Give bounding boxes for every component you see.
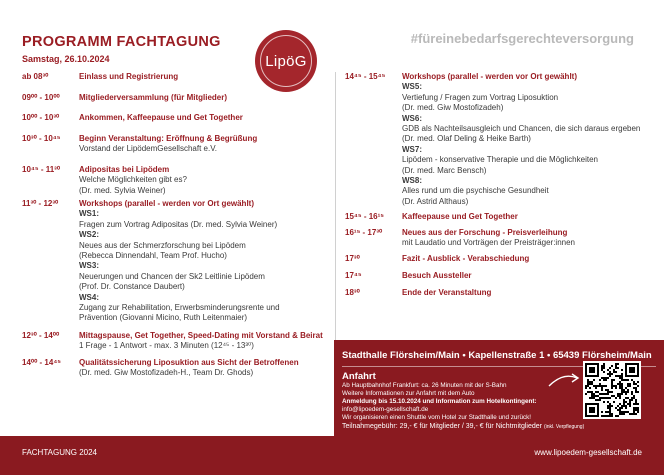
arrow-right-icon [547, 370, 583, 390]
entry-heading: Ende der Veranstaltung [402, 288, 492, 297]
footer-website-link[interactable]: www.lipoedem-gesellschaft.de [534, 448, 642, 457]
workshop-label: WS6: [402, 113, 422, 123]
entry-heading: Mittagspause, Get Together, Speed-Dating mit Vorstand & Beirat [79, 331, 323, 340]
entry-time: 14⁰⁰ - 14⁴⁵ [22, 358, 62, 367]
entry-heading: Besuch Aussteller [402, 271, 472, 280]
entry-detail: (Dr. Astrid Althaus) [402, 196, 469, 206]
entry-time: 15⁴⁵ - 16¹⁵ [345, 212, 385, 221]
venue-line[interactable]: Weitere Informationen zur Anfahrt mit dem Auto [342, 390, 475, 397]
entry-time: 17⁴⁵ [345, 271, 362, 280]
entry-time: 09⁰⁰ - 10⁰⁰ [22, 93, 60, 102]
entry-detail: mit Laudatio und Vorträgen der Preisträger:innen [402, 238, 575, 248]
entry-heading: Workshops (parallel - werden vor Ort gewählt) [402, 72, 577, 81]
entry-detail: (Dr. med. Olaf Deling & Heike Barth) [402, 134, 531, 144]
entry-heading: Kaffeepause und Get Together [402, 212, 518, 221]
entry-heading: Adipositas bei Lipödem [79, 165, 170, 174]
logo [255, 30, 317, 92]
entry-heading: Einlass und Registrierung [79, 72, 179, 81]
entry-heading: Beginn Veranstaltung: Eröffnung & Begrüßung [79, 134, 258, 143]
page-title: PROGRAMM FACHTAGUNG [22, 34, 221, 50]
fee-text: Teilnahmegebühr: 29,- € für Mitglieder / 39,- € für Nichtmitglieder [342, 423, 542, 430]
entry-time: 10⁰⁰ - 10³⁰ [22, 113, 60, 122]
entry-detail: (Dr. med. Sylvia Weiner) [79, 185, 166, 195]
entry-detail: Lipödem - konservative Therapie und die Möglichkeiten [402, 155, 598, 165]
fee-note: (inkl. Verpflegung) [543, 424, 585, 430]
entry-time: 16¹⁵ - 17³⁰ [345, 228, 383, 237]
entry-time: 11³⁰ - 12³⁰ [22, 199, 59, 208]
entry-detail: 1 Frage - 1 Antwort - max. 3 Minuten (12⁴⁵ - 13³⁰) [79, 341, 254, 351]
workshop-label: WS1: [79, 209, 99, 219]
workshop-label: WS5: [402, 82, 422, 92]
entry-heading: Qualitätssicherung Liposuktion aus Sicht der Betroffenen [79, 358, 299, 367]
entry-detail: (Prof. Dr. Constance Daubert) [79, 282, 185, 292]
workshop-label: WS8: [402, 176, 422, 186]
logo-text: LipöG [265, 52, 307, 70]
entry-heading: Workshops (parallel - werden vor Ort gewählt) [79, 199, 254, 208]
workshop-label: WS2: [79, 230, 99, 240]
email-link[interactable]: info@lipoedem-gesellschaft.de [342, 406, 429, 413]
venue-box [334, 340, 664, 436]
entry-time: ab 08³⁰ [22, 72, 49, 81]
qr-code[interactable] [583, 361, 641, 419]
entry-time: 10³⁰ - 10⁴⁵ [22, 134, 61, 143]
entry-detail: Vorstand der LipödemGesellschaft e.V. [79, 144, 218, 154]
hashtag: #füreinebedarfsgerechteversorgung [410, 31, 634, 46]
entry-heading: Neues aus der Forschung - Preisverleihung [402, 228, 568, 237]
entry-detail: Vertiefung / Fragen zum Vortrag Liposuktion [402, 92, 559, 102]
entry-detail: (Dr. med. Giw Mostofizadeh) [402, 103, 504, 113]
entry-detail: GDB als Nachteilsausgleich und Chancen, die sich daraus ergeben [402, 124, 641, 134]
entry-detail: Alles rund um die psychische Gesundheit [402, 186, 549, 196]
footer [0, 436, 664, 475]
workshop-label: WS7: [402, 144, 422, 154]
venue-line: Wir organisieren einen Shuttle vom Hotel zur Stadthalle und zurück! [342, 414, 532, 421]
workshop-label: WS4: [79, 292, 99, 302]
venue-address: Stadthalle Flörsheim/Main • Kapellenstraße 1 • 65439 Flörsheim/Main [342, 350, 652, 361]
column-divider [335, 72, 336, 340]
entry-detail: Welche Möglichkeiten gibt es? [79, 175, 187, 185]
entry-detail: (Dr. med. Marc Bensch) [402, 165, 487, 175]
entry-time: 18³⁰ [345, 288, 360, 297]
entry-time: 14⁴⁵ - 15⁴⁵ [345, 72, 386, 81]
qr-code-icon [585, 363, 639, 417]
workshop-label: WS3: [79, 261, 99, 271]
entry-detail: Neues aus der Schmerzforschung bei Lipödem [79, 240, 246, 250]
entry-detail: (Dr. med. Giw Mostofizadeh-H., Team Dr. Ghods) [79, 368, 254, 378]
entry-detail: Neuerungen und Chancen der Sk2 Leitlinie Lipödem [79, 271, 265, 281]
entry-time: 12³⁰ - 14⁰⁰ [22, 331, 60, 340]
entry-detail: Zugang zur Rehabilitation, Erwerbsminderungsrente und [79, 303, 280, 313]
anfahrt-heading: Anfahrt [342, 371, 376, 382]
footer-event: FACHTAGUNG 2024 [22, 448, 97, 457]
venue-line: Anmeldung bis 15.10.2024 und Information zum Hotelkontingent: [342, 398, 537, 405]
venue-line: Ab Hauptbahnhof Frankfurt: ca. 26 Minuten mit der S-Bahn [342, 382, 507, 389]
entry-detail: (Rebecca Dinnendahl, Team Prof. Hucho) [79, 251, 227, 261]
entry-time: 10⁴⁵ - 11³⁰ [22, 165, 61, 174]
entry-detail: Prävention (Giovanni Micino, Ruth Leitenmaier) [79, 313, 248, 323]
entry-heading: Mitgliederversammlung (für Mitglieder) [79, 93, 228, 102]
entry-heading: Ankommen, Kaffeepause und Get Together [79, 113, 243, 122]
fee-line [342, 423, 584, 430]
event-date: Samstag, 26.10.2024 [22, 54, 110, 64]
entry-detail: Fragen zum Vortrag Adipositas (Dr. med. Sylvia Weiner) [79, 219, 278, 229]
entry-heading: Fazit - Ausblick - Verabschiedung [402, 254, 530, 263]
entry-time: 17³⁰ [345, 254, 360, 263]
